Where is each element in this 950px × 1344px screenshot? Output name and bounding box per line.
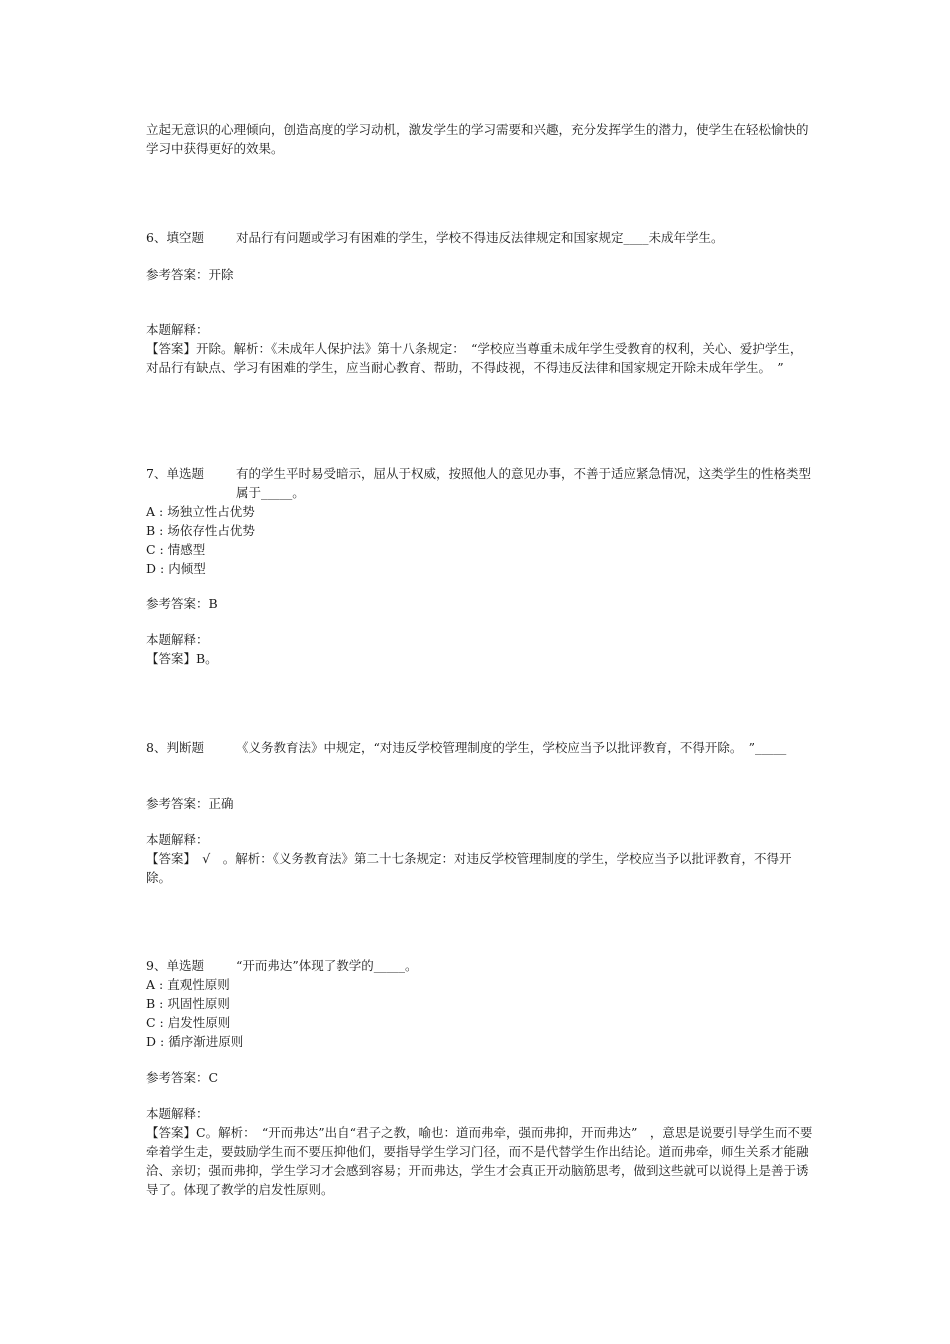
- explain-label: 本题解释：: [146, 632, 209, 647]
- answer-label: 参考答案：: [146, 1070, 209, 1085]
- explain-text: 【答案】C。解析： “开而弗达”出自“君子之教，喻也：道而弗牵，强而弗抑，开而弗达” ，意思是说要引导学生而不要牵着学生走，要鼓励学生而不要压抑他们，要指导学生学习门径，而不是代替学生作出结论。道而弗牵，师生关系才能融洽、亲切；强而弗抑，学生学习才会感到容易；开而弗达，学生才会真正开动脑筋思考，做到这些就可以说得上是善于诱导了。体现了教学的启发性原则。: [146, 1125, 813, 1197]
- explain-label: 本题解释：: [146, 322, 209, 337]
- question-7-explanation: [146, 630, 814, 668]
- question-type: 判断题: [166, 740, 204, 755]
- answer-label: 参考答案：: [146, 267, 209, 282]
- option-d: D : 内倾型: [146, 561, 206, 576]
- question-type: 填空题: [166, 230, 204, 245]
- question-number: 7、: [146, 466, 167, 481]
- answer-label: 参考答案：: [146, 596, 209, 611]
- question-7: [146, 464, 814, 578]
- explain-text: 【答案】B。: [146, 651, 218, 666]
- question-8-header: [146, 738, 814, 757]
- option-c: C : 启发性原则: [146, 1015, 231, 1030]
- question-6-header: [146, 228, 814, 247]
- answer-value: 开除: [208, 267, 234, 282]
- intro-text: 立起无意识的心理倾向，创造高度的学习动机，激发学生的学习需要和兴趣，充分发挥学生的潜力，使学生在轻松愉快的学习中获得更好的效果。: [146, 122, 809, 156]
- option-b: B : 场依存性占优势: [146, 523, 255, 538]
- explain-text: 【答案】 √ 。解析：《义务教育法》第二十七条规定：对违反学校管理制度的学生，学校应当予以批评教育，不得开除。: [146, 851, 792, 885]
- explain-label: 本题解释：: [146, 832, 209, 847]
- question-6-answer: [146, 265, 814, 284]
- question-8: [146, 738, 814, 757]
- question-text: 有的学生平时易受暗示，屈从于权威，按照他人的意见办事，不善于适应紧急情况，这类学生的性格类型属于_____。: [235, 466, 811, 500]
- question-type: 单选题: [166, 958, 204, 973]
- answer-label: 参考答案：: [146, 796, 209, 811]
- intro-paragraph: [146, 120, 814, 158]
- question-number: 8、: [146, 740, 167, 755]
- question-6: [146, 228, 814, 247]
- explain-label: 本题解释：: [146, 1106, 209, 1121]
- question-type: 单选题: [166, 466, 204, 481]
- question-6-explanation: [146, 320, 814, 377]
- option-a: A : 直观性原则: [146, 977, 230, 992]
- question-text: “开而弗达”体现了教学的_____。: [235, 958, 418, 973]
- question-9-explanation: [146, 1104, 814, 1199]
- question-8-explanation: [146, 830, 814, 887]
- question-text: 《义务教育法》中规定，“对违反学校管理制度的学生，学校应当予以批评教育，不得开除。 ”_____: [235, 740, 787, 755]
- question-number: 6、: [146, 230, 167, 245]
- option-b: B : 巩固性原则: [146, 996, 230, 1011]
- question-7-header: [146, 464, 814, 502]
- answer-value: C: [208, 1070, 219, 1085]
- answer-value: 正确: [208, 796, 234, 811]
- option-a: A : 场独立性占优势: [146, 504, 255, 519]
- question-text: 对品行有问题或学习有困难的学生，学校不得违反法律规定和国家规定____未成年学生。: [235, 230, 724, 245]
- question-8-answer: [146, 794, 814, 813]
- explain-text: 【答案】开除。解析：《未成年人保护法》第十八条规定： “学校应当尊重未成年学生受教育的权利，关心、爱护学生，对品行有缺点、学习有困难的学生，应当耐心教育、帮助，不得歧视，不得违反法律和国家规定开除未成年学生。 ”: [146, 341, 803, 375]
- question-9-header: [146, 956, 814, 975]
- question-number: 9、: [146, 958, 167, 973]
- answer-value: B: [208, 596, 218, 611]
- option-c: C : 情感型: [146, 542, 206, 557]
- question-9: [146, 956, 814, 1051]
- option-d: D : 循序渐进原则: [146, 1034, 244, 1049]
- question-9-answer: [146, 1068, 814, 1087]
- question-7-answer: [146, 594, 814, 613]
